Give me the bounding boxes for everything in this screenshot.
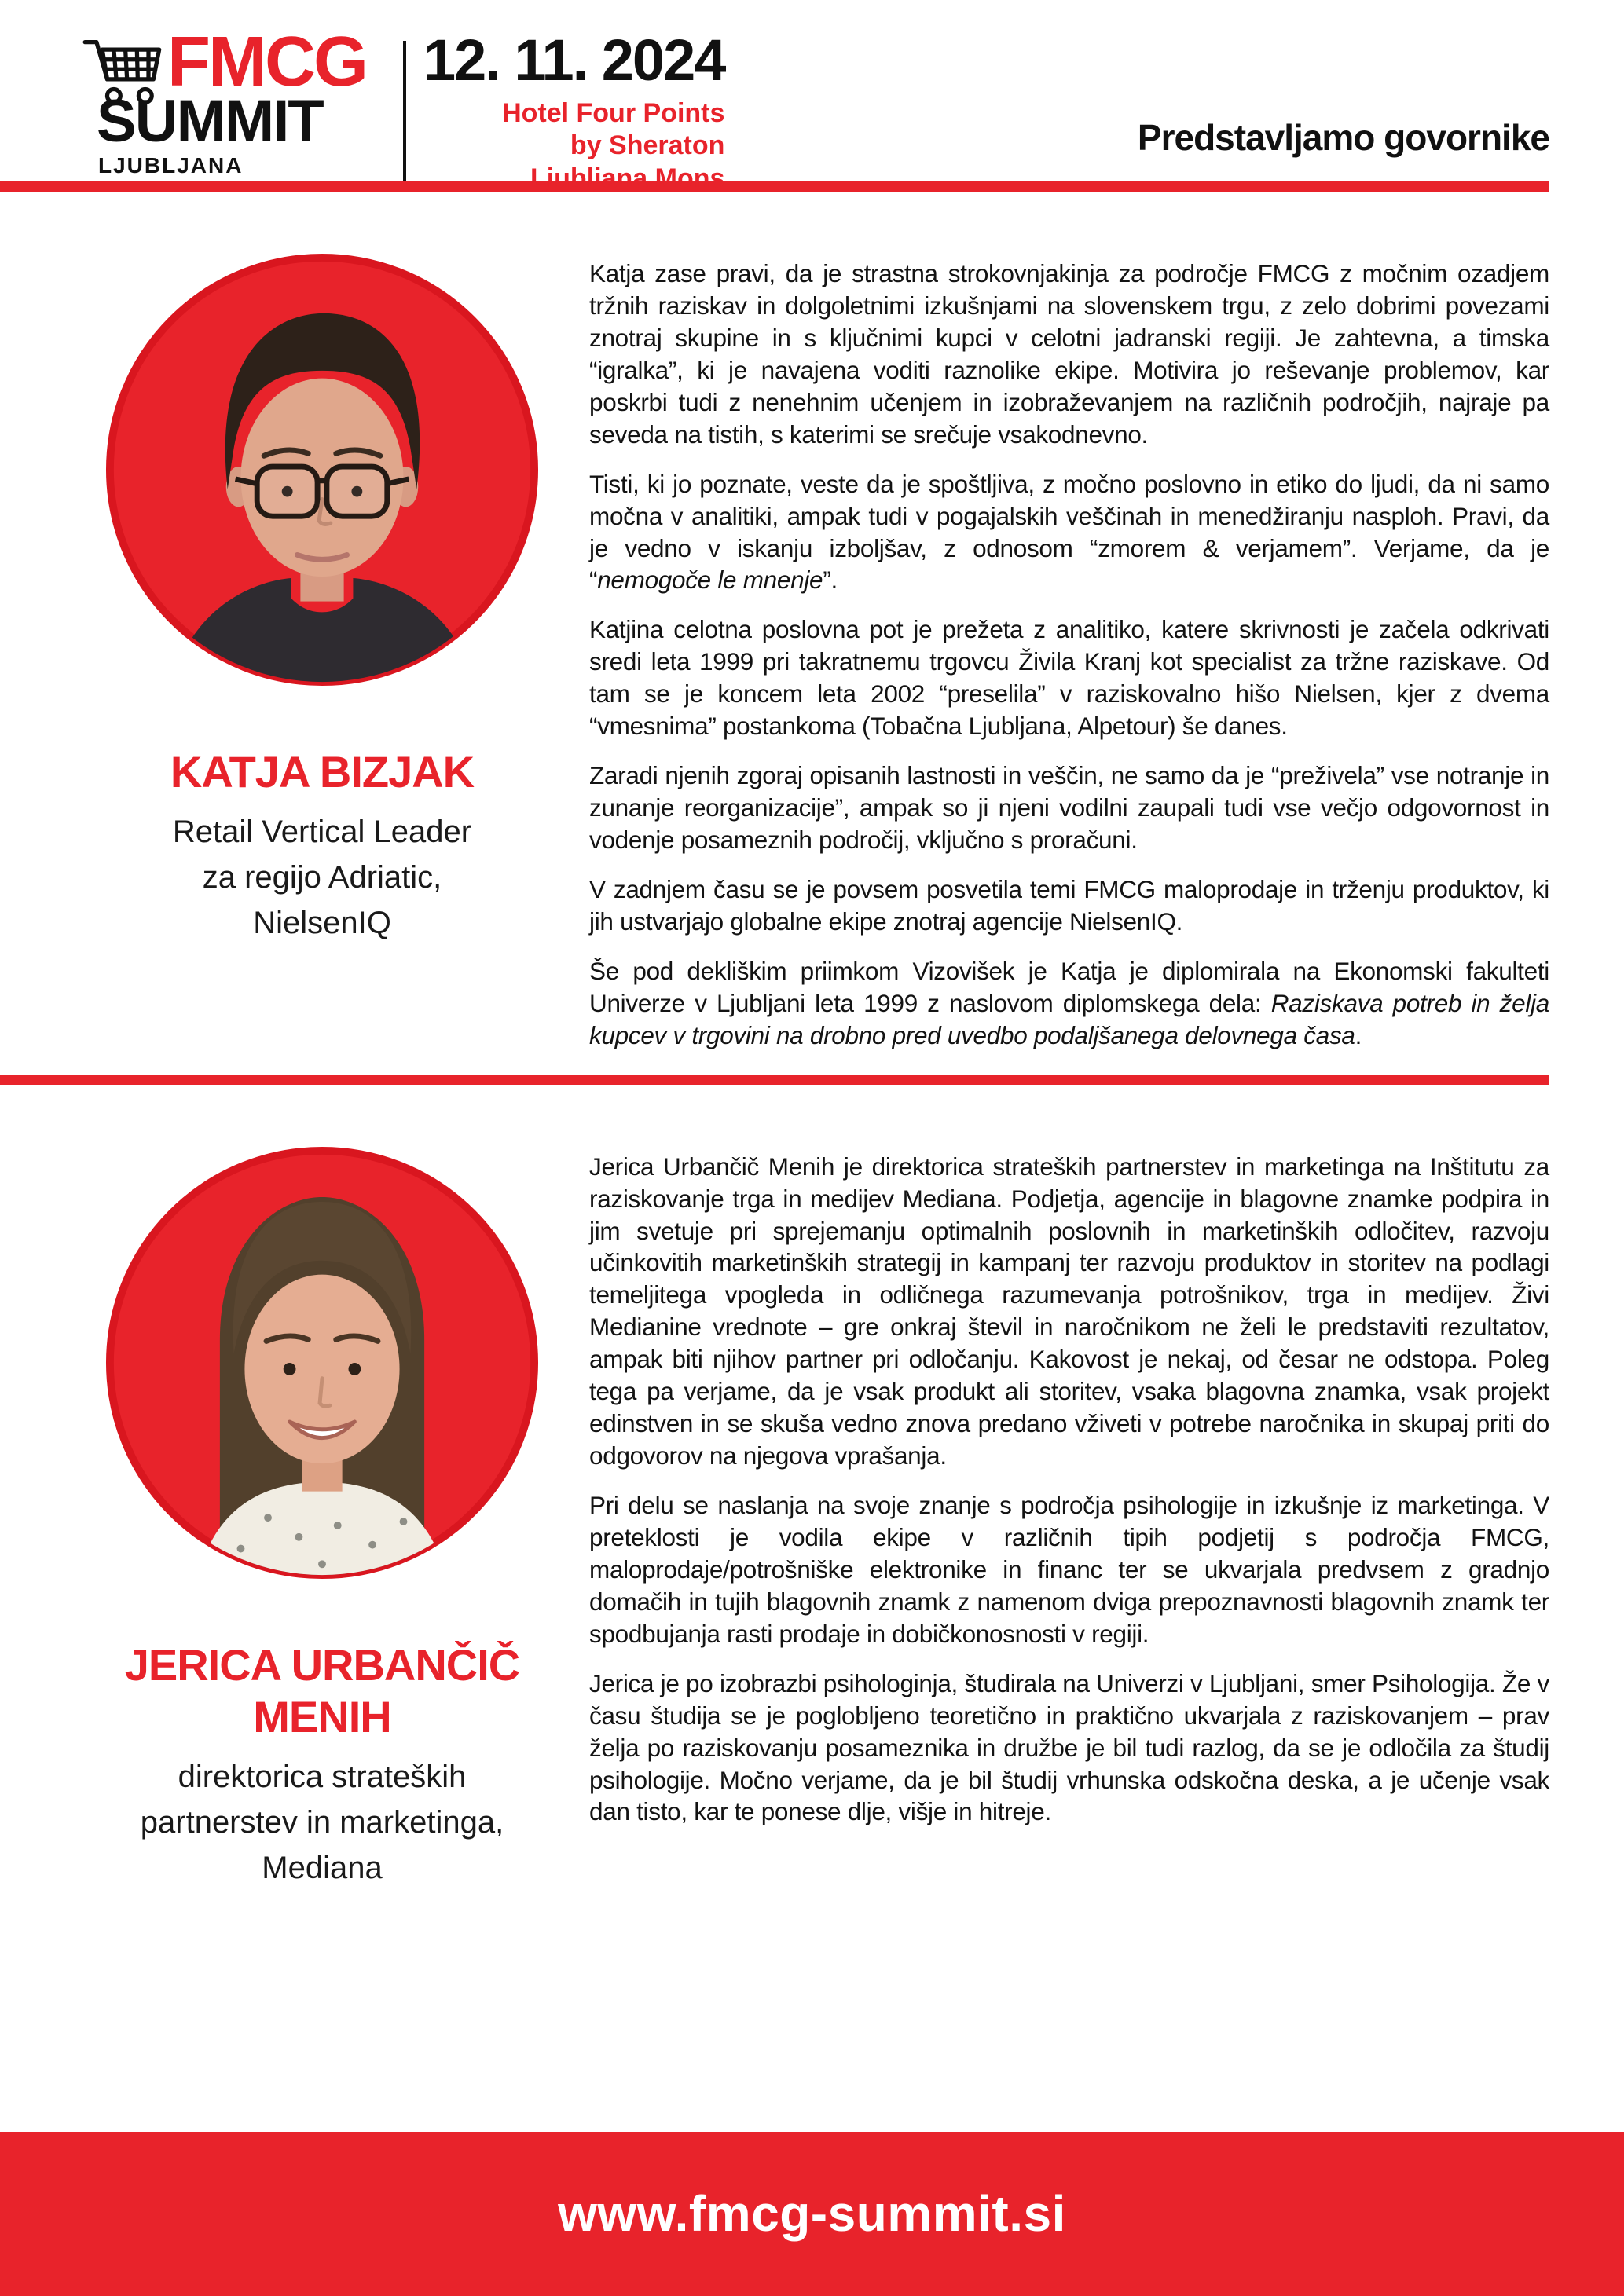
bio-paragraph: Pri delu se naslanja na svoje znanje s področja psihologije in izkušnje iz marketinga. V preteklosti je vodila ekipe v različnih tipih podjetij s področja FMCG, maloprodaje/potrošniške elektronike in financ ter se ukvarjala predvsem z gradnjo domačih in tujih blagovnih znamk z namenom dviga prepoznavnosti blagovnih znamk ter spodbujanja rasti prodaje in dobičkonosnosti v regiji. (589, 1491, 1549, 1648)
speaker-title-line: NielsenIQ (253, 906, 391, 941)
logo-word-ljubljana: LJUBLJANA (98, 152, 244, 178)
speaker-info-column (82, 253, 562, 1052)
page-title: Predstavljamo govornike (1137, 117, 1549, 158)
speaker-name-line: MENIH (253, 1691, 391, 1741)
speaker-title (82, 809, 562, 946)
speaker-section-jerica-urbancic-menih (0, 1085, 1624, 1891)
speaker-photo-katja (105, 253, 539, 687)
logo-word-fmcg: FMCG (167, 23, 366, 101)
venue-line: by Sheraton (570, 130, 725, 161)
speaker-title-line: partnerstev in marketinga, (140, 1804, 504, 1840)
footer-bar (0, 2132, 1624, 2296)
venue-line: Hotel Four Points (502, 98, 725, 128)
speaker-info-column (82, 1146, 562, 1891)
speaker-bio (589, 253, 1549, 1052)
bio-paragraph: V zadnjem času se je povsem posvetila temi FMCG maloprodaje in trženju produktov, ki jih ustvarjajo globalne ekipe znotraj agencije NielsenIQ. (589, 874, 1549, 936)
bio-paragraph: Katjina celotna poslovna pot je prežeta z analitiko, katere skrivnosti je začela odkrivati sredi leta 1999 pri takratnemu trgovcu Živila Kranj kot specialist za tržne raziskave. Od tam se je koncem leta 2002 “preselila” v raziskovalno hišo Nielsen, kjer z dvema “vmesnima” postankoma (Tobačna Ljubljana, Alpetour) še danes. (589, 615, 1549, 741)
speaker-bio (589, 1146, 1549, 1891)
speaker-name (82, 746, 562, 798)
speaker-name-line: KATJA BIZJAK (170, 747, 475, 796)
speaker-photo-jerica (105, 1146, 539, 1580)
bio-paragraph: Jerica Urbančič Menih je direktorica strateških partnerstev in marketinga na Inštitutu za raziskovanje trga in medijev Mediana. Podjetja, agencije in blagovne znamke podpira in jim svetuje pri sprejemanju optimalnih poslovnih in marketinških odločitev, razvoju učinkovitih marketinških strategij in kampanj ter razvoju produktov in storitev na podlagi temeljitega vpogleda in odličnega razumevanja potrošnikov, trga in medijev. Živi Medianine vrednote – gre onkraj števil in naročnikom ne želi le predstaviti rezultatov, ampak biti njihov partner pri odločanju. Kakovost je nekaj, od česar ne odstopa. Poleg tega pa verjame, da je vsak produkt ali storitev, vsaka blagovna znamka, vsak projekt edinstven in se skuša vedno znova predano vživeti v potrebe naročnika in skupaj priti do odgovorov na njegova vprašanja. (589, 1152, 1549, 1470)
logo-divider-line (403, 41, 406, 181)
bio-paragraph: Katja zase pravi, da je strastna strokovnjakinja za področje FMCG z močnim ozadjem tržnih raziskav in dolgoletnimi izkušnjami na slovenskem trgu, z zelo dobrimi povezami znotraj skupine in s ključnimi kupci v celotni jadranski regiji. Je zahtevna, a timska “igralka”, ki je navajena voditi raznolike ekipe. Motivira jo reševanje problemov, kar poskrbi tudi z nenehnim učenjem in izobraževanjem na različnih področjih, najraje pa seveda na tistih, s katerimi se srečuje vsakodnevno. (589, 259, 1549, 449)
event-date: 12. 11. 2024 (423, 27, 725, 93)
event-venue (423, 97, 724, 195)
event-date-block (423, 27, 725, 195)
speaker-title-line: Retail Vertical Leader (172, 815, 472, 850)
speaker-section-katja-bizjak (0, 192, 1624, 1052)
speaker-name (82, 1639, 562, 1743)
logo-word-summit: SUMMIT (97, 87, 323, 155)
venue-line: Ljubljana Mons (530, 163, 725, 193)
shopping-cart-icon (82, 31, 165, 114)
speaker-name-line: JERICA URBANČIČ (124, 1639, 520, 1690)
bio-paragraph: Zaradi njenih zgoraj opisanih lastnosti in veščin, ne samo da je “preživela” vse notranje in zunanje reorganizacije”, ampak so ji njeni vodilni zaupali tudi vse večjo odgovornost in vodenje posameznih področij, vključno s proračuni. (589, 761, 1549, 854)
bio-paragraph: Tisti, ki jo poznate, veste da je spoštljiva, z močno poslovno in etiko do ljudi, da ni samo močna v analitiki, ampak tudi v pogajalskih veščinah in menedžiranju nasploh. Pravi, da je vedno v iskanju izboljšav, z odnosom “zmorem & verjamem”. Verjame, da je “nemogoče le mnenje”. (589, 469, 1549, 595)
bio-paragraph: Jerica je po izobrazbi psihologinja, študirala na Univerzi v Ljubljani, smer Psihologija. Že v času študija se je poglobljeno teoretično in praktično ukvarjala z raziskovanjem – prav želja po raziskovanju posameznika in družbe je bil tudi razlog, da se je odločila za študij psihologije. Močno verjame, da je bil študij vrhunska odskočna deska, a je učenje vsak dan tisto, kar te ponese dlje, višje in hitreje. (589, 1668, 1549, 1826)
section-divider-rule (0, 1075, 1549, 1085)
speaker-title (82, 1754, 562, 1891)
header-rule (0, 181, 1549, 192)
speaker-title-line: direktorica strateških (178, 1759, 467, 1794)
fmcg-summit-logo (82, 23, 397, 178)
bio-paragraph: Še pod dekliškim priimkom Vizovišek je Katja je diplomirala na Ekonomski fakulteti Univerze v Ljubljani leta 1999 z naslovom diplomskega dela: Raziskava potreb in želja kupcev v trgovini na drobno pred uvedbo podaljšanega delovnega časa. (589, 956, 1549, 1049)
header (0, 0, 1624, 193)
website-link[interactable]: www.fmcg-summit.si (558, 2185, 1066, 2242)
speaker-title-line: Mediana (262, 1850, 383, 1885)
speaker-title-line: za regijo Adriatic, (202, 860, 442, 895)
